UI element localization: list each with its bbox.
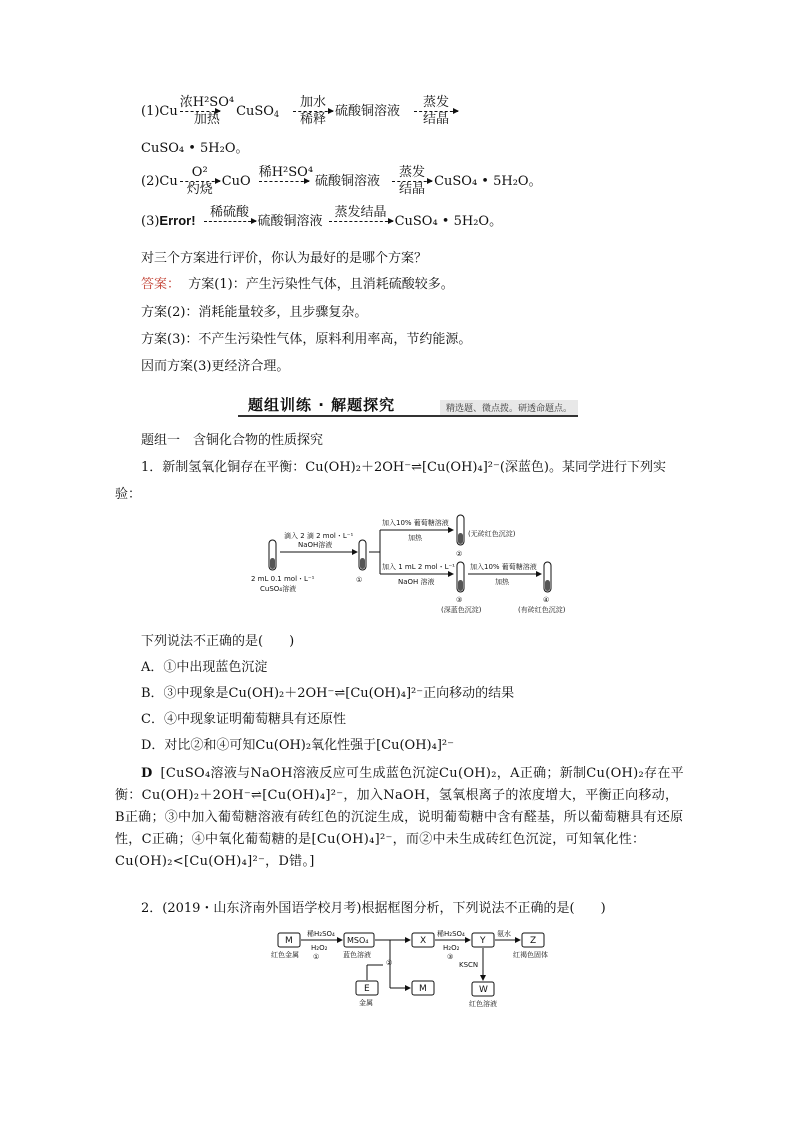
group-title: 题组一 含铜化合物的性质探究: [141, 433, 324, 448]
arrow-dilute-h2so4: 稀H²SO⁴: [258, 165, 314, 180]
tube-3-result: (深蓝色沉淀): [441, 606, 482, 614]
tube-2-result: (无砖红色沉淀): [468, 530, 516, 538]
section-rule: [238, 415, 578, 417]
box-z-label: 红褐色固体: [513, 951, 548, 959]
arrow-3-top: 稀H₂SO₄: [437, 930, 465, 938]
arrow-evaporate-crystallize: 蒸发 结晶: [414, 96, 458, 127]
q1-explanation-text: [CuSO₄溶液与NaOH溶液反应可生成蓝色沉淀Cu(OH)₂，A正确；新制Cu(OH)₂存在平衡：Cu(OH)₂＋2OH⁻⇌[Cu(OH)₄]²⁻，加入NaOH，氢氧根离子的浓度增大，平衡正向移动，B正确；③中加入葡萄糖溶液有砖红色的沉淀生成，说明葡萄糖中含有醛基，所以葡萄糖具有还原性，C正确；④中氧化葡萄糖的是[Cu(OH)₄]²⁻，而②中未生成砖红色沉淀，可知氧化性：Cu(OH)₂<[Cu(OH)₄]²⁻，D错。]: [115, 766, 684, 869]
arrow-add-water-dilute: 加水 稀释: [293, 96, 333, 127]
step2-to-x-head: [405, 937, 411, 943]
q2-flow-diagram: [265, 925, 585, 1015]
arrow-1-mid: H₂O₂: [311, 944, 328, 952]
arrow-5-head: [480, 975, 486, 981]
q1-answer-letter: D: [141, 766, 153, 781]
product-cuo: CuO: [221, 174, 251, 189]
step-2-arrowhead: [448, 527, 454, 533]
q1-option-b: B．③中现象是Cu(OH)₂＋2OH⁻⇌[Cu(OH)₄]²⁻正向移动的结果: [141, 686, 515, 701]
test-tube-4: [544, 562, 551, 592]
tube-0-label-b: CuSO₄溶液: [260, 585, 297, 593]
step2-to-m-head: [405, 985, 411, 991]
q1-option-c: C．④中现象证明葡萄糖具有还原性: [141, 712, 346, 727]
scheme-1-product: CuSO₄ • 5H₂O。: [141, 141, 249, 156]
test-tube-2: [457, 515, 464, 545]
product-cuso4-solution: 硫酸铜溶液: [315, 174, 381, 189]
box-mso4-text: MSO₄: [347, 936, 369, 945]
q1-option-a: A．①中出现蓝色沉淀: [141, 660, 268, 675]
test-tube-1: [359, 540, 366, 570]
box-y-text: Y: [480, 936, 486, 946]
box-x-text: X: [420, 936, 427, 946]
q1-explanation: [115, 763, 685, 873]
arrow-evaporate-crystallize: 蒸发 结晶: [392, 166, 432, 197]
answer-line-4: 因而方案(3)更经济合理。: [141, 359, 290, 374]
arrow-3-head: [465, 937, 471, 943]
step-1-arrowhead: [352, 549, 358, 555]
q1-stem: 1．新制氢氧化铜存在平衡：Cu(OH)₂＋2OH⁻⇌[Cu(OH)₄]²⁻(深蓝色)。某同学进行下列实: [141, 460, 666, 475]
tube-0-label-a: 2 mL 0.1 mol・L⁻¹: [251, 575, 315, 583]
section-title: 题组训练 · 解题探究: [248, 396, 396, 414]
q1-option-d: D．对比②和④可知Cu(OH)₂氧化性强于[Cu(OH)₄]²⁻: [141, 738, 454, 753]
arrow-4-top: 氨水: [497, 930, 511, 938]
step-1-label-a: 滴入 2 滴 2 mol・L⁻¹: [284, 532, 354, 540]
arrow-o2-burn: O² 灼烧: [180, 166, 220, 197]
tube-1-number: ①: [356, 576, 363, 584]
step-4-arrowhead: [536, 571, 542, 577]
q2-stem: 2．(2019・山东济南外国语学校月考)根据框图分析，下列说法不正确的是( ): [141, 901, 606, 916]
product-cuso4-5h2o: CuSO₄ • 5H₂O。: [434, 174, 542, 189]
scheme-3-start: (3): [141, 214, 160, 229]
test-tube-0: [269, 540, 276, 570]
section-tag: 精选题、微点拨。研透命题点。: [440, 400, 578, 415]
step-3-label-a: 加入 1 mL 2 mol・L⁻¹: [382, 563, 455, 571]
q1-experiment-figure: [248, 512, 578, 617]
product-cuso4-solution: 硫酸铜溶液: [257, 214, 323, 229]
box-m-text: M: [285, 936, 293, 946]
box-z-text: Z: [530, 936, 537, 946]
box-w-text: W: [479, 985, 488, 995]
arrow-3-num: ③: [447, 953, 454, 961]
answer-line-3: 方案(3)：不产生污染性气体，原料利用率高，节约能源。: [141, 332, 472, 347]
step-3-label-b: NaOH 溶液: [398, 578, 435, 586]
tube-3-number: ③: [456, 596, 463, 604]
scheme-1-start: (1)Cu: [141, 104, 178, 119]
arrow-dilute-sulfuric-acid: 稀硫酸: [204, 206, 256, 237]
arrow-1-num: ①: [313, 953, 320, 961]
arrow-1-head: [337, 937, 343, 943]
step-4-label-b: 加热: [495, 578, 509, 586]
scheme-2-start: (2)Cu: [141, 174, 178, 189]
tube-2-number: ②: [456, 550, 463, 558]
arrow-conc-h2so4-heat: 浓H²SO⁴ 加热: [179, 95, 235, 127]
scheme-3: [141, 206, 502, 237]
question: 对三个方案进行评价，你认为最好的是哪个方案？: [141, 251, 428, 266]
box-e-label: 金属: [359, 999, 373, 1007]
step-3-arrowhead: [448, 571, 454, 577]
arrow-evaporate-crystallize: 蒸发结晶: [329, 206, 393, 237]
step-4-label-a: 加入10% 葡萄糖溶液: [470, 563, 537, 571]
box-e-text: E: [364, 984, 370, 994]
test-tube-3: [457, 562, 464, 592]
product-cuso4-solution: 硫酸铜溶液: [335, 104, 401, 119]
tube-4-number: ④: [543, 596, 550, 604]
step-1-label-b: NaOH溶液: [298, 541, 333, 549]
box-m2-text: M: [419, 984, 427, 994]
step-2-label-a: 加入10% 葡萄糖溶液: [382, 519, 449, 527]
arrow-4-head: [515, 937, 521, 943]
q1-prompt: 下列说法不正确的是( ): [141, 634, 295, 649]
arrow-5-label: KSCN: [459, 961, 479, 969]
answer-line-1: [141, 276, 454, 294]
step-2-label-b: 加热: [408, 534, 422, 542]
step2-number: ②: [386, 959, 393, 967]
answer-label: 答案：: [141, 277, 181, 292]
scheme-1: [141, 96, 460, 127]
section-header: [238, 392, 578, 417]
answer-text: 方案(1)：产生污染性气体，且消耗硫酸较多。: [188, 277, 454, 292]
product-cuso4: CuSO$_4$: [236, 104, 280, 119]
answer-line-2: 方案(2)：消耗能量较多，且步骤复杂。: [141, 305, 368, 320]
scheme-2: [141, 166, 542, 197]
box-w-label: 红色溶液: [469, 1000, 497, 1008]
error-text: Error!: [159, 213, 196, 228]
box-mso4-label: 蓝色溶液: [343, 951, 371, 959]
arrow-1-top: 稀H₂SO₄: [307, 930, 335, 938]
q1-stem-cont: 验：: [115, 487, 142, 502]
product-cuso4-5h2o: CuSO₄ • 5H₂O。: [394, 214, 503, 229]
box-m-label: 红色金属: [271, 951, 299, 959]
arrow-3-mid: H₂O₂: [443, 944, 460, 952]
tube-4-result: (有砖红色沉淀): [518, 606, 566, 614]
